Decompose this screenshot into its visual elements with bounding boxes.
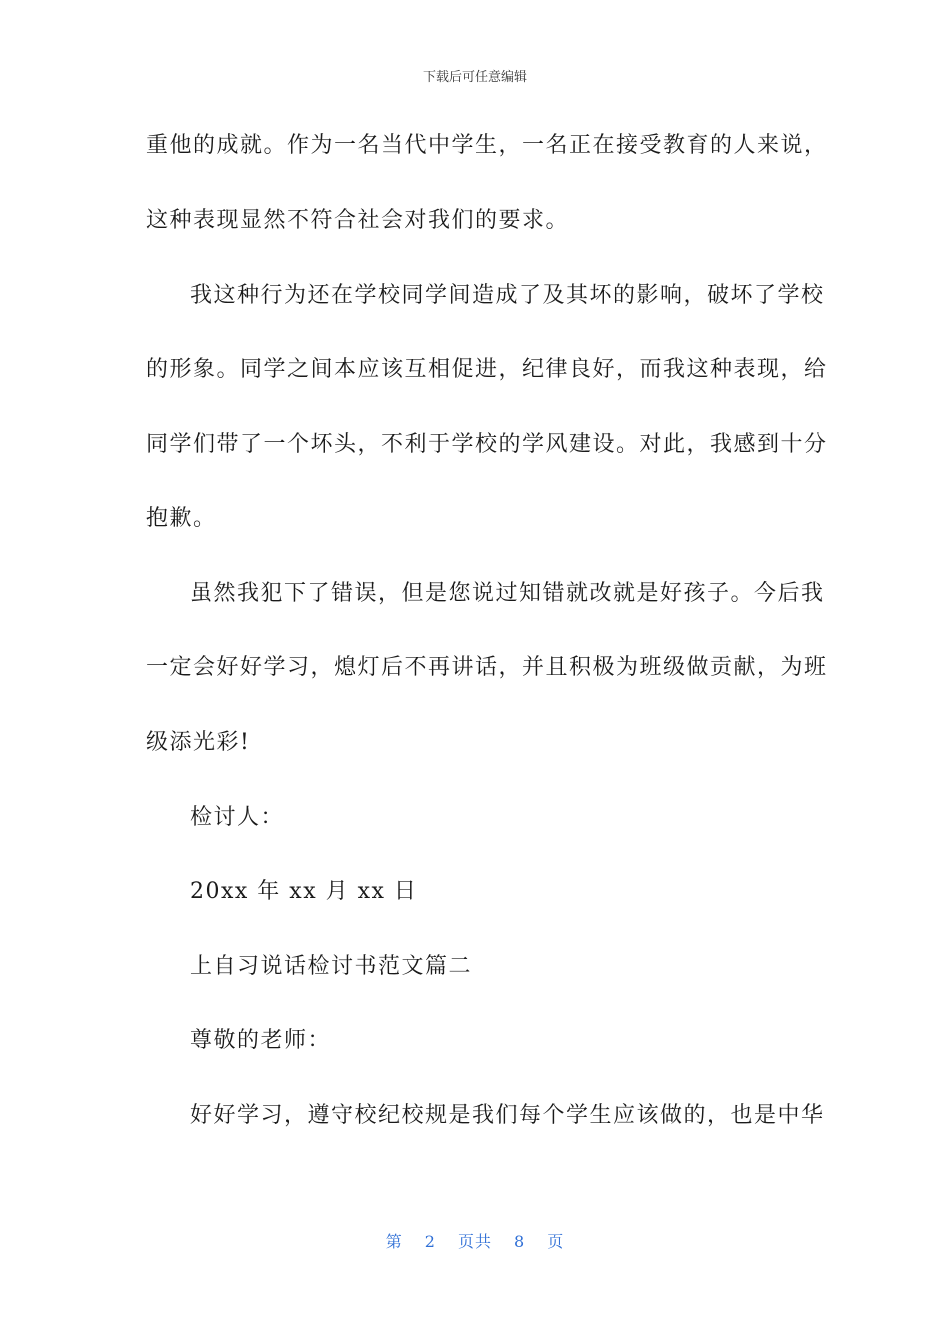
body-line: 抱歉。 [146, 506, 217, 531]
page-number: 2 [424, 1232, 436, 1251]
signature-label: 检讨人： [190, 805, 285, 830]
body-line: 我这种行为还在学校同学间造成了及其坏的影响，破坏了学校 [190, 283, 825, 308]
page-label-suffix: 页 [547, 1232, 565, 1251]
body-line: 重他的成就。作为一名当代中学生，一名正在接受教育的人来说， [146, 133, 828, 158]
body-line: 的形象。同学之间本应该互相促进，纪律良好，而我这种表现，给 [146, 357, 828, 382]
section-title: 上自习说话检讨书范文篇二 [190, 954, 473, 979]
body-line: 好好学习，遵守校纪校规是我们每个学生应该做的，也是中华 [190, 1103, 825, 1128]
body-line: 这种表现显然不符合社会对我们的要求。 [146, 208, 570, 233]
body-line: 一定会好好学习，熄灯后不再讲话，并且积极为班级做贡献，为班 [146, 655, 828, 680]
page-header: 下载后可任意编辑 [422, 70, 527, 85]
date-line: 20xx 年 xx 月 xx 日 [190, 879, 418, 904]
page-label-prefix: 第 [385, 1232, 403, 1251]
total-pages: 8 [514, 1232, 526, 1251]
body-line: 同学们带了一个坏头，不利于学校的学风建设。对此，我感到十分 [146, 432, 828, 457]
body-line: 虽然我犯下了错误，但是您说过知错就改就是好孩子。今后我 [190, 581, 825, 606]
salutation: 尊敬的老师： [190, 1028, 332, 1053]
page-label-mid: 页共 [457, 1232, 492, 1251]
body-line: 级添光彩! [146, 730, 251, 755]
page-footer [0, 1229, 950, 1252]
